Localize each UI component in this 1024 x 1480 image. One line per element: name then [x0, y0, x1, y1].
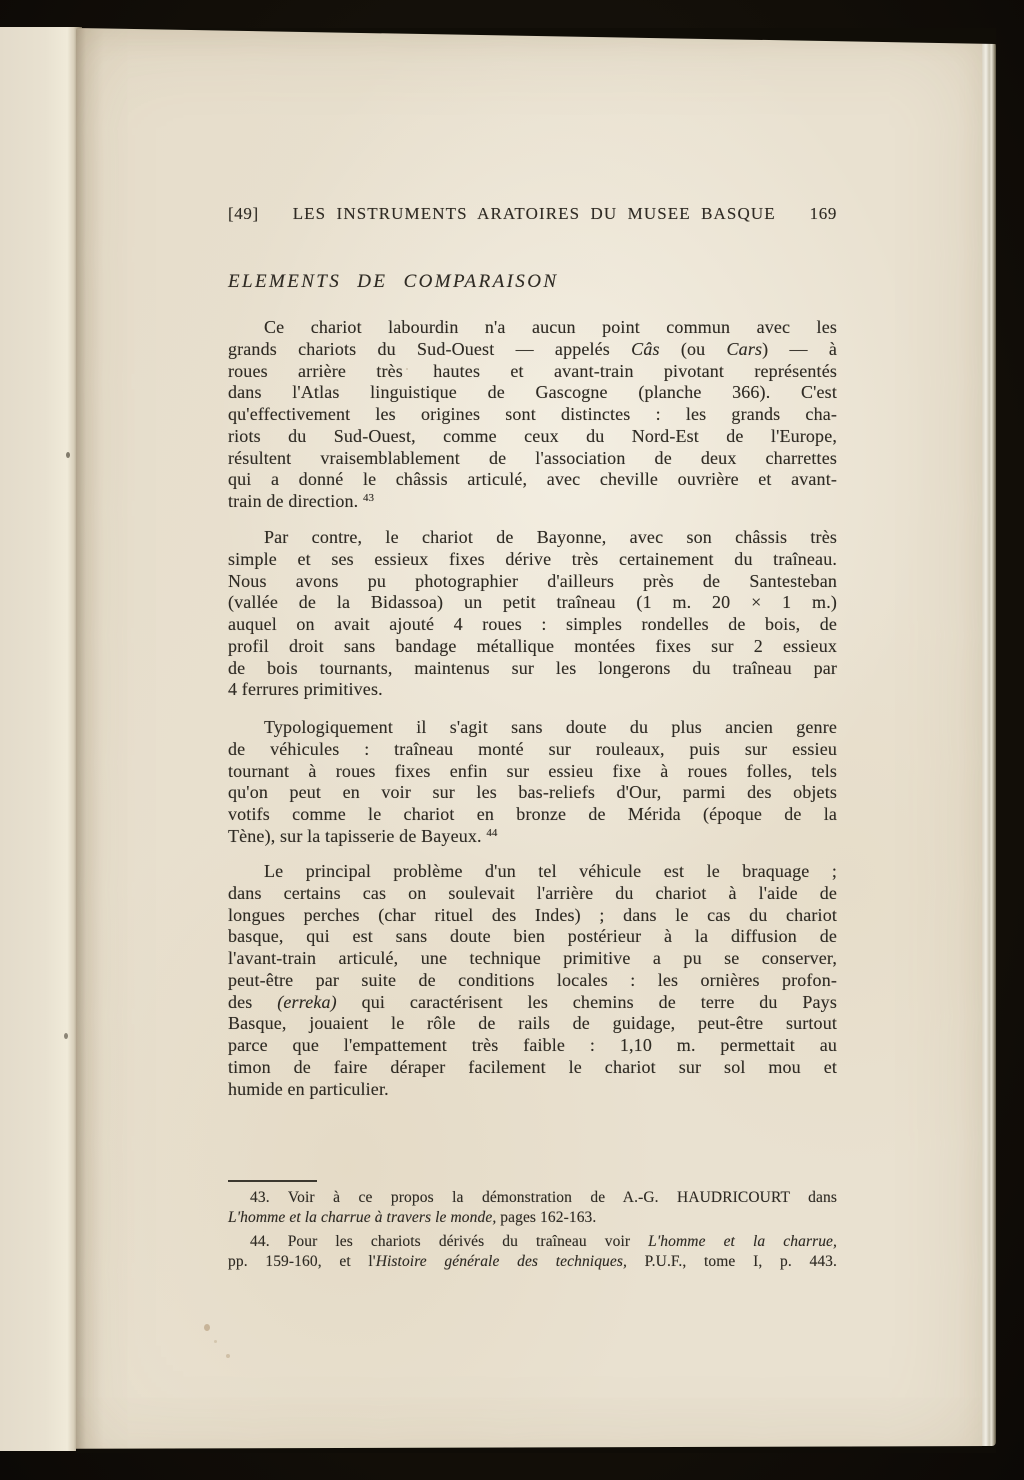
text-line	[228, 970, 837, 992]
text-line	[228, 1013, 837, 1035]
text-line	[228, 1232, 837, 1252]
paragraph	[228, 527, 837, 701]
text-segment: profil droit sans bandage métallique montées fixes sur 2 essieux	[228, 635, 837, 656]
text-line	[228, 448, 837, 470]
text-segment: humide en particulier.	[228, 1078, 389, 1099]
text-line	[228, 717, 837, 739]
text-line	[228, 761, 837, 783]
text-segment: roues arrière très hautes et avant-train pivotant représentés	[228, 360, 837, 381]
text-segment: longues perches (char rituel des Indes) ; dans le cas du chariot	[228, 904, 837, 925]
footnote-reference: 43	[362, 492, 374, 504]
text-segment: train de direction.	[228, 491, 363, 511]
italic-segment: Histoire générale des techniques,	[375, 1252, 627, 1270]
text-line	[228, 804, 837, 826]
italic-segment: L'homme et la charrue,	[648, 1233, 838, 1250]
text-line	[228, 1035, 837, 1057]
text-line	[228, 739, 837, 761]
paper-stain	[204, 1324, 210, 1331]
text-segment: auquel on avait ajouté 4 roues : simples rondelles de bois, de	[228, 614, 837, 634]
underlying-page-edge	[0, 27, 82, 1451]
text-segment: grands chariots du Sud-Ouest — appelés	[228, 338, 632, 359]
text-line	[228, 614, 837, 636]
header-title: LES INSTRUMENTS ARATOIRES DU MUSEE BASQUE	[292, 204, 776, 223]
italic-segment: (erreka)	[277, 991, 337, 1012]
running-header	[228, 203, 837, 225]
text-line	[228, 883, 837, 905]
text-line	[228, 592, 837, 614]
text-line	[228, 861, 837, 883]
page-stack-edge	[982, 42, 996, 1446]
paper-stain	[214, 1340, 217, 1343]
text-segment: peut-être par suite de conditions locales : les ornières profon-	[228, 969, 837, 990]
text-segment: de bois tournants, maintenus sur les longerons du traîneau par	[228, 657, 837, 678]
text-segment: pages 162-163.	[496, 1208, 597, 1226]
text-segment: Typologiquement il s'agit sans doute du plus ancien genre	[264, 717, 837, 737]
text-line	[228, 1188, 837, 1208]
text-segment: 44. Pour les chariots dérivés du traîneau voir	[250, 1233, 649, 1250]
text-column	[228, 28, 837, 1452]
text-segment: Le principal problème d'un tel véhicule est le braquage ;	[264, 861, 837, 881]
paper-stain	[406, 368, 408, 370]
italic-segment: Cars	[726, 338, 763, 359]
text-line	[228, 905, 837, 927]
text-segment: riots du Sud-Ouest, comme ceux du Nord-Est de l'Europe,	[228, 425, 837, 446]
text-segment: dans l'Atlas linguistique de Gascogne (planche 366). C'est	[228, 382, 837, 403]
footnote-separator-rule	[228, 1180, 317, 1182]
text-segment: votifs comme le chariot en bronze de Mérida (époque de la	[228, 804, 837, 824]
paragraph	[228, 861, 837, 1100]
text-line	[228, 339, 837, 361]
text-line	[228, 1252, 837, 1272]
text-line	[228, 679, 837, 701]
text-segment: Nous avons pu photographier d'ailleurs près de Santesteban	[228, 570, 837, 591]
text-segment: dans certains cas on soulevait l'arrière du chariot à l'aide de	[228, 882, 837, 903]
text-line	[228, 782, 837, 804]
paragraph	[228, 317, 837, 516]
header-page-number: 169	[809, 204, 837, 223]
text-segment: résultent vraisemblablement de l'association de deux charrettes	[228, 447, 837, 468]
book-page	[76, 28, 982, 1452]
text-segment: de véhicules : traîneau monté sur rouleaux, puis sur essieu	[228, 738, 837, 759]
text-segment: P.U.F., tome I, p. 443.	[627, 1252, 837, 1270]
text-segment: qu'effectivement les origines sont distinctes : les grands cha-	[228, 404, 837, 424]
footnote-reference: 44	[486, 826, 498, 839]
text-segment: tournant à roues fixes enfin sur essieu fixe à roues folles, tels	[228, 760, 837, 781]
text-segment: timon de faire déraper facilement le chariot sur sol mou et	[228, 1056, 837, 1077]
text-line	[228, 404, 837, 426]
text-segment: qui a donné le châssis articulé, avec cheville ouvrière et avant-	[228, 469, 837, 490]
text-line	[228, 636, 837, 658]
footnote	[228, 1188, 837, 1227]
text-line	[228, 658, 837, 680]
text-segment: pp. 159-160, et l'	[228, 1252, 376, 1270]
italic-segment: L'homme et la charrue à travers le monde,	[228, 1208, 497, 1226]
text-segment: parce que l'empattement très faible : 1,10 m. permettait au	[228, 1035, 837, 1055]
text-line	[228, 1057, 837, 1079]
text-segment: Tène), sur la tapisserie de Bayeux.	[228, 825, 487, 846]
text-line	[228, 926, 837, 948]
paragraph	[228, 717, 837, 851]
text-segment: l'avant-train articulé, une technique primitive a pu se conserver,	[228, 948, 837, 968]
text-segment: (vallée de la Bidassoa) un petit traîneau (1 m. 20 × 1 m.)	[228, 592, 837, 613]
text-line	[228, 426, 837, 448]
section-heading: ELEMENTS DE COMPARAISON	[228, 271, 559, 292]
text-line	[228, 469, 837, 491]
text-segment: 43. Voir à ce propos la démonstration de A.-G. HAUDRICOURT dans	[250, 1189, 837, 1206]
text-line	[228, 992, 837, 1014]
text-segment: Ce chariot labourdin n'a aucun point commun avec les	[264, 317, 837, 337]
text-line	[228, 948, 837, 970]
text-segment: 4 ferrures primitives.	[228, 679, 383, 700]
text-segment: (ou	[659, 338, 727, 359]
text-segment: qu'on peut en voir sur les bas-reliefs d'Our, parmi des objets	[228, 782, 837, 803]
footnote	[228, 1232, 837, 1271]
text-line	[228, 382, 837, 404]
text-segment: ) — à	[762, 338, 837, 359]
header-section-number: [49]	[228, 204, 259, 223]
crease-speck	[66, 452, 70, 458]
text-line	[228, 527, 837, 549]
text-segment: Par contre, le chariot de Bayonne, avec son châssis très	[264, 527, 837, 547]
text-line	[228, 826, 837, 851]
text-segment: qui caractérisent les chemins de terre du Pays	[336, 991, 837, 1012]
text-line	[228, 571, 837, 593]
text-line	[228, 549, 837, 571]
text-line	[228, 491, 837, 516]
text-line	[228, 1208, 837, 1228]
text-segment: des	[228, 991, 278, 1012]
crease-speck	[64, 1033, 68, 1039]
paper-stain	[226, 1354, 230, 1358]
text-line	[228, 361, 837, 383]
text-line	[228, 1079, 837, 1101]
italic-segment: Câs	[631, 338, 660, 359]
text-segment: Basque, jouaient le rôle de rails de guidage, peut-être surtout	[228, 1013, 837, 1034]
text-segment: simple et ses essieux fixes dérive très certainement du traîneau.	[228, 548, 837, 569]
text-segment: basque, qui est sans doute bien postérieur à la diffusion de	[228, 926, 837, 947]
binding-crease-shadow	[76, 28, 106, 1452]
text-line	[228, 317, 837, 339]
